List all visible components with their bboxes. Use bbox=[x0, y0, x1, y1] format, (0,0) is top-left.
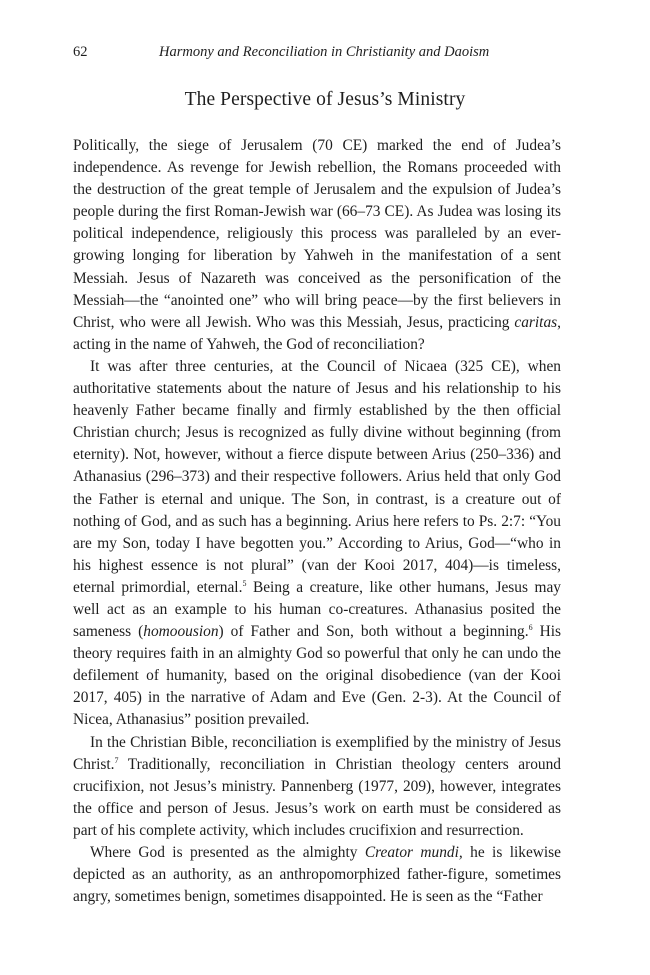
footnote-marker: 5 bbox=[242, 578, 247, 588]
footnote-marker: 6 bbox=[528, 623, 533, 633]
paragraph-text: Being a creature, like other humans, Jesus may well act as an example to his human co-creatures. Athanasius posited the sameness ( bbox=[73, 578, 561, 641]
paragraph-4 bbox=[73, 842, 561, 908]
paragraph-3 bbox=[73, 732, 561, 842]
paragraph-text: Politically, the siege of Jerusalem (70 CE) marked the end of Judea’s independence. As revenge for Jewish rebellion, the Romans proceeded with the destruction of the great temple of Jerusalem and the expulsion of Judea’s people during the first Roman-Jewish war (66–73 CE). As Judea was losing its political independence, religiously this process was paralleled by an ever-growing longing for liberation by Yahweh in the manifestation of a sent Messiah. Jesus of Nazareth was conceived as the personification of the Messiah—the “anointed one” who will bring peace—by the first believers in Christ, who were all Jewish. Who was this Messiah, Jesus, practicing bbox=[73, 137, 561, 331]
body-text bbox=[73, 135, 561, 908]
paragraph-text: ) of Father and Son, both without a beginning. bbox=[218, 623, 529, 641]
paragraph-text: It was after three centuries, at the Council of Nicaea (325 CE), when authoritative statements about the nature of Jesus and his relationship to his heavenly Father became finally and firmly established by the then official Christian church; Jesus is recognized as fully divine without beginning (from eternity). Not, however, without a fierce dispute between Arius (250–336) and Athanasius (296–373) and their respective followers. Arius held that only God the Father is eternal and unique. The Son, in contrast, is a creature out of nothing of God, and as such has a beginning. Arius here refers to Ps. 2:7: “You are my Son, today I have begotten you.” According to Arius, God—“who in his highest essence is not plural” (van der Kooi 2017, 404)—is timeless, eternal primordial, eternal. bbox=[73, 357, 561, 596]
paragraph-text: he is likewise depicted as an authority, as an anthropomorphized father-figure, sometimes angry, sometimes benign, sometimes disappointed. He is seen as the “Father bbox=[73, 844, 561, 906]
footnote-marker: 7 bbox=[114, 755, 119, 765]
running-title: Harmony and Reconciliation in Christianity and Daoism bbox=[159, 44, 490, 60]
paragraph-text: , acting in the name of Yahweh, the God of reconciliation? bbox=[73, 313, 561, 353]
paragraph-text: Traditionally, reconciliation in Christian theology centers around crucifixion, not Jesus’s ministry. Pannenberg (1977, 209), however, integrates the office and person of Jesus. Jesus’s work on earth must be considered as part of his complete activity, which includes crucifixion and resurrection. bbox=[73, 755, 561, 839]
paragraph-1 bbox=[73, 135, 561, 356]
running-header bbox=[73, 44, 563, 66]
paragraph-text: Where God is presented as the almighty bbox=[90, 844, 365, 861]
page-number: 62 bbox=[73, 44, 88, 60]
italic-term: caritas bbox=[514, 313, 558, 331]
paragraph-2 bbox=[73, 356, 561, 732]
paragraph-text: His theory requires faith in an almighty God so powerful that only he can undo the defilement of humanity, based on the original disobedience (van der Kooi 2017, 405) in the narrative of Adam and Eve (Gen. 2-3). At the Council of Nicea, Athanasius” position prevailed. bbox=[73, 623, 561, 729]
section-heading: The Perspective of Jesus’s Ministry bbox=[184, 89, 466, 110]
italic-term: homoousion bbox=[143, 623, 219, 641]
italic-term: Creator mundi, bbox=[364, 844, 463, 861]
paragraph-text: In the Christian Bible, reconciliation is exemplified by the ministry of Jesus Christ. bbox=[73, 733, 561, 773]
